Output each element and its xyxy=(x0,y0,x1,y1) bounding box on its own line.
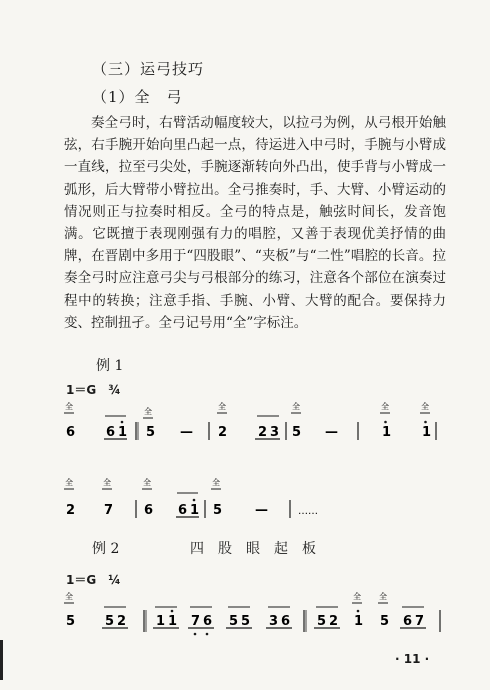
note: 7 xyxy=(104,503,114,518)
example-2-label: 例 2 xyxy=(92,541,120,557)
example-1-key-signature: 1＝G ¾ xyxy=(66,383,121,397)
page-edge-mark xyxy=(0,640,3,680)
note: 6 xyxy=(203,614,213,629)
note: 3 xyxy=(269,614,279,629)
section-title: （三）运弓技巧 xyxy=(92,60,205,78)
bow-marks xyxy=(65,591,387,601)
continuation-dots: …… xyxy=(298,506,318,517)
note: 5 xyxy=(241,614,251,629)
note: 5 xyxy=(146,425,156,440)
note: 6 xyxy=(106,425,116,440)
note: 1 xyxy=(118,425,128,440)
bow-mark: 全 xyxy=(65,402,73,411)
note: 1 xyxy=(382,425,392,440)
note: 2 xyxy=(117,614,127,629)
dash: — xyxy=(325,425,338,440)
bow-marks xyxy=(65,477,220,487)
note: 5 xyxy=(292,425,302,440)
bow-mark: 全 xyxy=(218,402,226,411)
note: 5 xyxy=(229,614,239,629)
bow-mark: 全 xyxy=(379,592,387,601)
note: 6 xyxy=(178,503,188,518)
bow-mark: 全 xyxy=(381,402,389,411)
note: 7 xyxy=(191,614,201,629)
note: 1 xyxy=(422,425,432,440)
body-text xyxy=(64,112,446,334)
bow-mark: 全 xyxy=(65,592,73,601)
bow-mark: 全 xyxy=(143,478,151,487)
subsection-title: （1）全 弓 xyxy=(92,88,183,106)
note: 1 xyxy=(190,503,200,518)
note: 5 xyxy=(66,614,76,629)
bow-mark: 全 xyxy=(65,478,73,487)
example-1-score-line-2 xyxy=(0,474,490,524)
notes xyxy=(66,425,431,440)
example-1-score-line-1 xyxy=(0,398,490,448)
note: 5 xyxy=(317,614,327,629)
bow-mark: 全 xyxy=(144,407,152,416)
example-2-title: 四股眼起板 xyxy=(190,541,330,557)
dash: — xyxy=(180,425,193,440)
note: 2 xyxy=(329,614,339,629)
octave-dots xyxy=(121,421,427,424)
note: 2 xyxy=(218,425,228,440)
note: 7 xyxy=(415,614,425,629)
bow-mark: 全 xyxy=(212,478,220,487)
note: 1 xyxy=(168,614,178,629)
example-2-key-signature: 1＝G ¼ xyxy=(66,573,121,587)
example-2-score-line-1 xyxy=(0,588,490,644)
bow-mark: 全 xyxy=(292,402,300,411)
note: 2 xyxy=(258,425,268,440)
note: 5 xyxy=(213,503,223,518)
bar-lines xyxy=(144,610,440,632)
body-paragraph: 奏全弓时，右臂活动幅度较大，以拉弓为例，从弓根开始触弦，右手腕开始向里凸起一点，待运进入中弓时，手腕与小臂成一直线，拉至弓尖处，手腕逐渐转向外凸出，使手背与小臂成一弧形，后大臂带小臂拉出。全弓推奏时，手、大臂、小臂运动的情况则正与拉奏时相反。全弓的特点是，触弦时间长，发音饱满。它既擅于表现刚强有力的唱腔，又善于表现优美抒情的曲牌，在晋剧中多用于“四股眼”、“夹板”与“二性”唱腔的长音。拉奏全弓时应注意弓尖与弓根部分的练习，注意各个部位在演奏过程中的转换；注意手指、手腕、小臂、大臂的配合。要保持力变、控制扭孑。全弓记号用“全”字标注。 xyxy=(64,115,446,331)
note: 6 xyxy=(281,614,291,629)
bow-marks xyxy=(65,401,429,416)
note: 2 xyxy=(66,503,76,518)
note: 3 xyxy=(270,425,280,440)
notes xyxy=(66,503,318,518)
note: 6 xyxy=(403,614,413,629)
octave-dots xyxy=(193,499,196,502)
note: 5 xyxy=(380,614,390,629)
note: 1 xyxy=(354,614,364,629)
notes xyxy=(66,614,424,629)
bow-mark: 全 xyxy=(103,478,111,487)
bow-mark: 全 xyxy=(421,402,429,411)
example-1-label: 例 1 xyxy=(96,358,124,374)
note: 6 xyxy=(66,425,76,440)
page-number: · 11 · xyxy=(395,652,430,666)
note: 1 xyxy=(156,614,166,629)
note: 5 xyxy=(105,614,115,629)
dash: — xyxy=(255,503,268,518)
note: 6 xyxy=(144,503,154,518)
bow-mark: 全 xyxy=(353,592,361,601)
